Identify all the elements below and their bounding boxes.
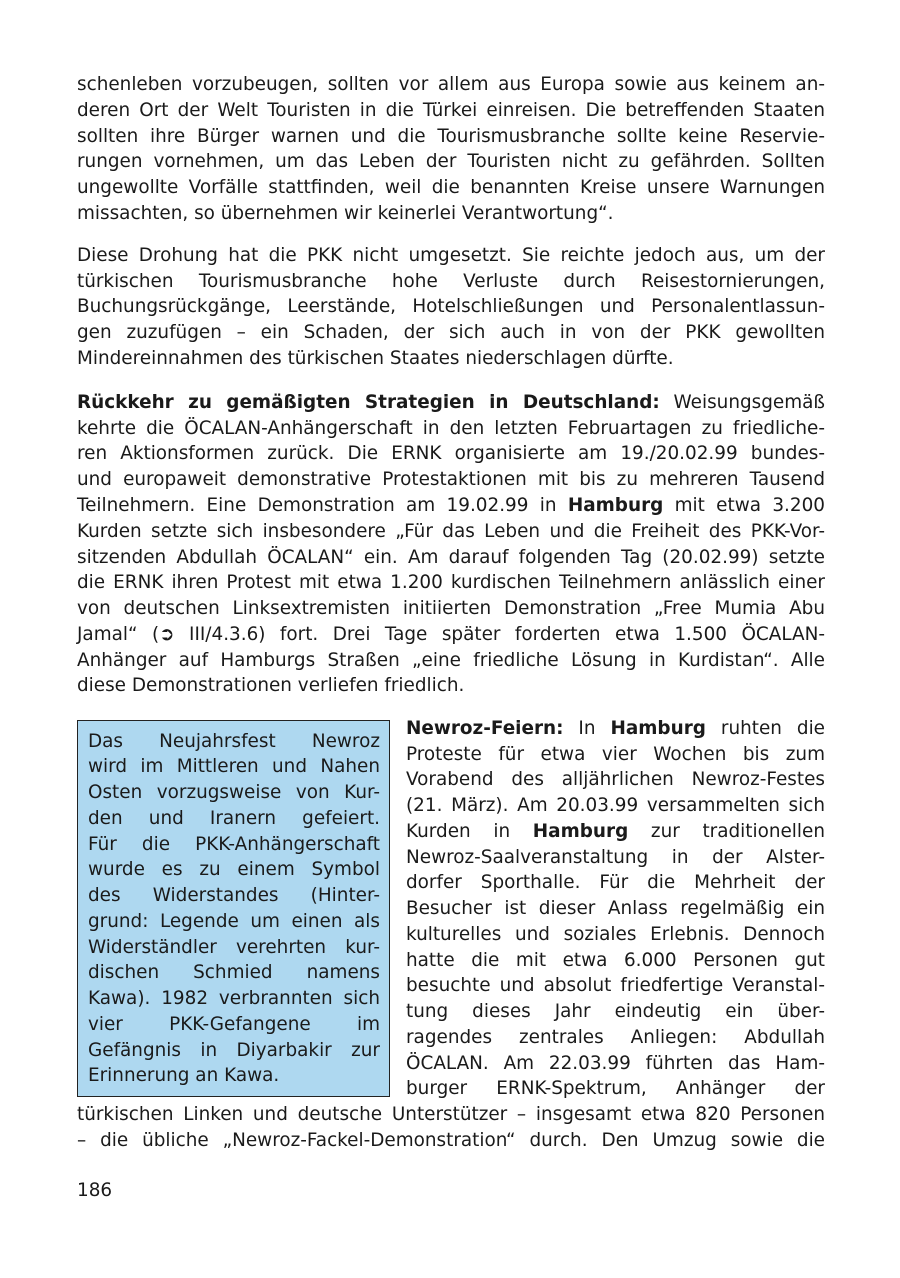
text-line: tung dieses Jahr eindeutig ein über- xyxy=(406,1001,825,1022)
text-span: Kurden in xyxy=(406,821,533,842)
text-line: Mindereinnahmen des türkischen Staates niederschlagen dürfte. xyxy=(77,348,674,369)
text-line xyxy=(406,716,825,742)
text-line: – die übliche „Newroz-Fackel-Demonstration“ durch. Den Umzug sowie die xyxy=(77,1130,825,1151)
text-line: Buchungsrückgänge, Leerstände, Hotelschließungen und Personalentlassun- xyxy=(77,296,825,317)
text-span: Jamal“ ( xyxy=(77,624,160,645)
text-line: deren Ort der Welt Touristen in die Türkei einreisen. Die betreffenden Staaten xyxy=(77,100,825,121)
text-line: Newroz-Saalveranstaltung in der Alster- xyxy=(406,847,825,868)
text-line: und europaweit demonstrative Protestaktionen mit bis zu mehreren Tausend xyxy=(77,469,825,490)
info-box-line: Kawa). 1982 verbrannten sich xyxy=(88,988,380,1009)
text-line: missachten, so übernehmen wir keinerlei Verantwortung“. xyxy=(77,203,614,224)
text-line: ungewollte Vorfälle stattfinden, weil die benannten Kreise unsere Warnungen xyxy=(77,177,825,198)
info-box-line: dischen Schmied namens xyxy=(88,962,380,983)
text-line: sollten ihre Bürger warnen und die Tourismusbranche sollte keine Reservie- xyxy=(77,126,825,147)
info-box-line: Für die PKK-Anhängerschaft xyxy=(88,834,380,855)
section-heading: Rückkehr zu gemäßigten Strategien in Deutschland: xyxy=(77,392,660,413)
text-line xyxy=(77,622,825,648)
text-line: türkischen Linken und deutsche Unterstützer – insgesamt etwa 820 Personen xyxy=(77,1104,825,1125)
text-span: III/4.3.6) fort. Drei Tage später forderten etwa 1.500 ÖCALAN- xyxy=(174,624,825,645)
page-number: 186 xyxy=(77,1180,113,1201)
text-span: mit etwa 3.200 xyxy=(663,495,825,516)
text-line: kehrte die ÖCALAN-Anhängerschaft in den letzten Februartagen zu friedliche- xyxy=(77,418,825,439)
info-box-line: wurde es zu einem Symbol xyxy=(88,859,380,880)
text-span: ruhten die xyxy=(705,718,825,739)
text-line: von deutschen Linksextremisten initiierten Demonstration „Free Mumia Abu xyxy=(77,598,825,619)
text-line: dorfer Sporthalle. Für die Mehrheit der xyxy=(406,872,825,893)
info-box-line: Widerständler verehrten kur- xyxy=(88,937,380,958)
text-span: In xyxy=(563,718,611,739)
bold-place-name: Hamburg xyxy=(567,495,664,516)
text-line: hatte die mit etwa 6.000 Personen gut xyxy=(406,950,825,971)
bold-place-name: Hamburg xyxy=(532,821,629,842)
text-line xyxy=(406,819,825,845)
info-box-line: Osten vorzugsweise von Kur- xyxy=(88,782,380,803)
info-box-line: Erinnerung an Kawa. xyxy=(88,1065,280,1086)
section-heading: Newroz-Feiern: xyxy=(406,718,564,739)
text-line: Besucher ist dieser Anlass regelmäßig ein xyxy=(406,898,825,919)
text-line: ragendes zentrales Anliegen: Abdullah xyxy=(406,1027,825,1048)
cross-reference-arrow-icon: ➲ xyxy=(159,624,175,645)
text-line: kulturelles und soziales Erlebnis. Dennoch xyxy=(406,924,825,945)
text-line: gen zuzufügen – ein Schaden, der sich auch in von der PKK gewollten xyxy=(77,322,825,343)
text-span: Weisungsgemäß xyxy=(659,392,825,413)
info-box-line: Gefängnis in Diyarbakir zur xyxy=(88,1040,380,1061)
text-line: (21. März). Am 20.03.99 versammelten sich xyxy=(406,795,825,816)
bold-place-name: Hamburg xyxy=(610,718,706,739)
text-span: Teilnehmern. Eine Demonstration am 19.02.99 in xyxy=(77,495,568,516)
text-line: Vorabend des alljährlichen Newroz-Festes xyxy=(406,769,825,790)
text-line: schenleben vorzubeugen, sollten vor allem aus Europa sowie aus keinem an- xyxy=(77,74,825,95)
text-line: sitzenden Abdullah ÖCALAN“ ein. Am darauf folgenden Tag (20.02.99) setzte xyxy=(77,547,825,568)
text-line: Anhänger auf Hamburgs Straßen „eine friedliche Lösung in Kurdistan“. Alle xyxy=(77,650,825,671)
info-box-line: des Widerstandes (Hinter- xyxy=(88,885,380,906)
text-line xyxy=(77,493,825,519)
info-box-line: wird im Mittleren und Nahen xyxy=(88,756,380,777)
text-line: diese Demonstrationen verliefen friedlich. xyxy=(77,675,465,696)
text-line: türkischen Tourismusbranche hohe Verluste durch Reisestornierungen, xyxy=(77,271,825,292)
info-box-line: vier PKK-Gefangene im xyxy=(88,1014,380,1035)
text-line: rungen vornehmen, um das Leben der Touristen nicht zu gefährden. Sollten xyxy=(77,151,825,172)
text-line: burger ERNK-Spektrum, Anhänger der xyxy=(406,1078,825,1099)
text-line: Diese Drohung hat die PKK nicht umgesetzt. Sie reichte jedoch aus, um der xyxy=(77,245,825,266)
text-line: die ERNK ihren Protest mit etwa 1.200 kurdischen Teilnehmern anlässlich einer xyxy=(77,572,825,593)
text-line: Proteste für etwa vier Wochen bis zum xyxy=(406,744,825,765)
info-box-line: Das Neujahrsfest Newroz xyxy=(88,731,380,752)
text-line: besuchte und absolut friedfertige Veranstal- xyxy=(406,975,825,996)
info-box-line: den und Iranern gefeiert. xyxy=(88,808,380,829)
text-line xyxy=(77,390,825,416)
text-line: Kurden setzte sich insbesondere „Für das Leben und die Freiheit des PKK-Vor- xyxy=(77,521,825,542)
text-line: ren Aktionsformen zurück. Die ERNK organisierte am 19./20.02.99 bundes- xyxy=(77,443,825,464)
info-box-line: grund: Legende um einen als xyxy=(88,911,380,932)
text-span: zur traditionellen xyxy=(628,821,826,842)
text-line: ÖCALAN. Am 22.03.99 führten das Ham- xyxy=(406,1053,825,1074)
